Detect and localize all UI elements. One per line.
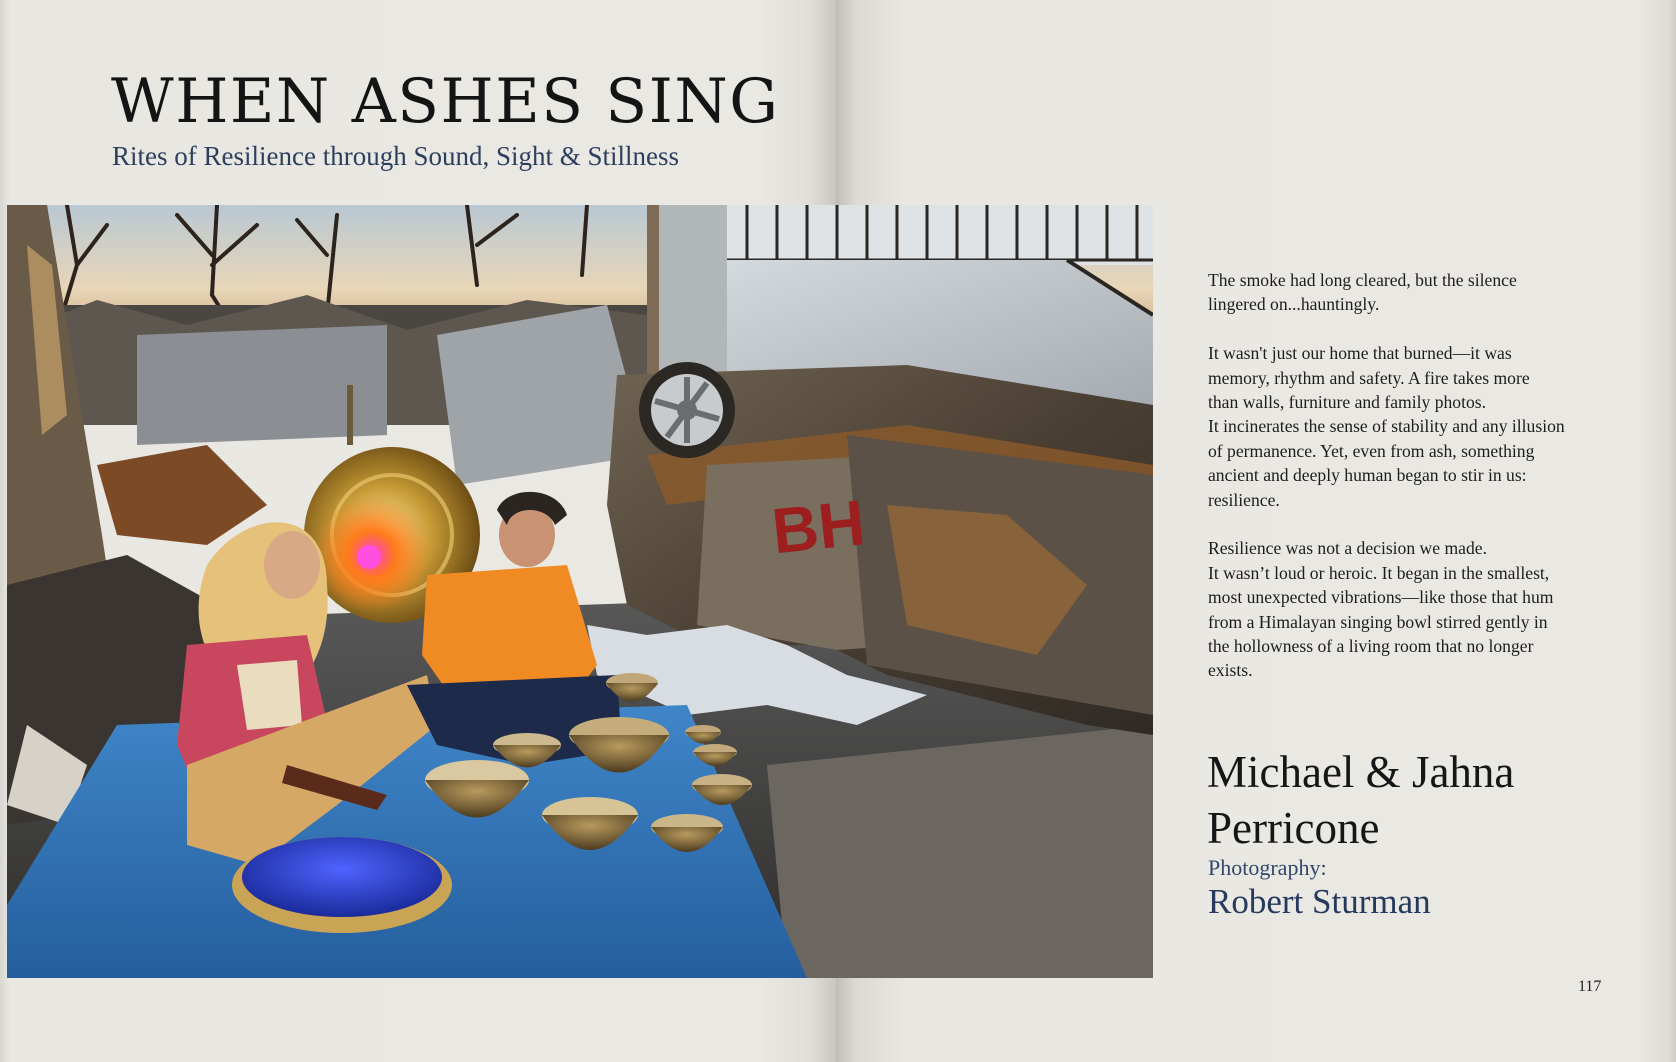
graffiti-text: BH <box>768 486 869 568</box>
body-line: than walls, furniture and family photos. <box>1208 392 1487 413</box>
body-line: lingered on...hauntingly. <box>1208 294 1380 315</box>
feature-photo <box>7 205 1153 978</box>
paragraph-1 <box>1208 268 1608 317</box>
article-body <box>1208 268 1608 707</box>
photographer-name: Robert Sturman <box>1208 882 1431 921</box>
photography-label: Photography: <box>1208 855 1327 880</box>
body-line: The smoke had long cleared, but the silence <box>1208 270 1517 290</box>
body-line: Resilience was not a decision we made. <box>1208 538 1487 559</box>
author-names <box>1207 744 1514 856</box>
body-line: It wasn't just our home that burned—it was <box>1208 343 1512 364</box>
article-subtitle: Rites of Resilience through Sound, Sight & Stillness <box>112 141 679 171</box>
page-number: 117 <box>1578 978 1602 995</box>
body-line: resilience. <box>1208 489 1280 510</box>
body-line: of permanence. Yet, even from ash, something <box>1208 440 1535 461</box>
author-line-1: Michael & Jahna <box>1207 747 1515 797</box>
body-line: ancient and deeply human began to stir in us: <box>1208 465 1527 486</box>
body-line: It incinerates the sense of stability and any illusion <box>1208 416 1565 437</box>
paragraph-3 <box>1208 536 1608 682</box>
article-title: WHEN ASHES SING <box>111 66 780 137</box>
body-line: exists. <box>1208 660 1253 681</box>
body-line: memory, rhythm and safety. A fire takes more <box>1208 367 1530 388</box>
body-line: from a Himalayan singing bowl stirred gently in <box>1208 611 1548 632</box>
paragraph-2 <box>1208 341 1608 512</box>
author-line-2: Perricone <box>1207 803 1380 853</box>
body-line: the hollowness of a living room that no longer <box>1208 636 1534 657</box>
body-line: It wasn’t loud or heroic. It began in the smallest, <box>1208 562 1550 583</box>
body-line: most unexpected vibrations—like those that hum <box>1208 587 1554 608</box>
